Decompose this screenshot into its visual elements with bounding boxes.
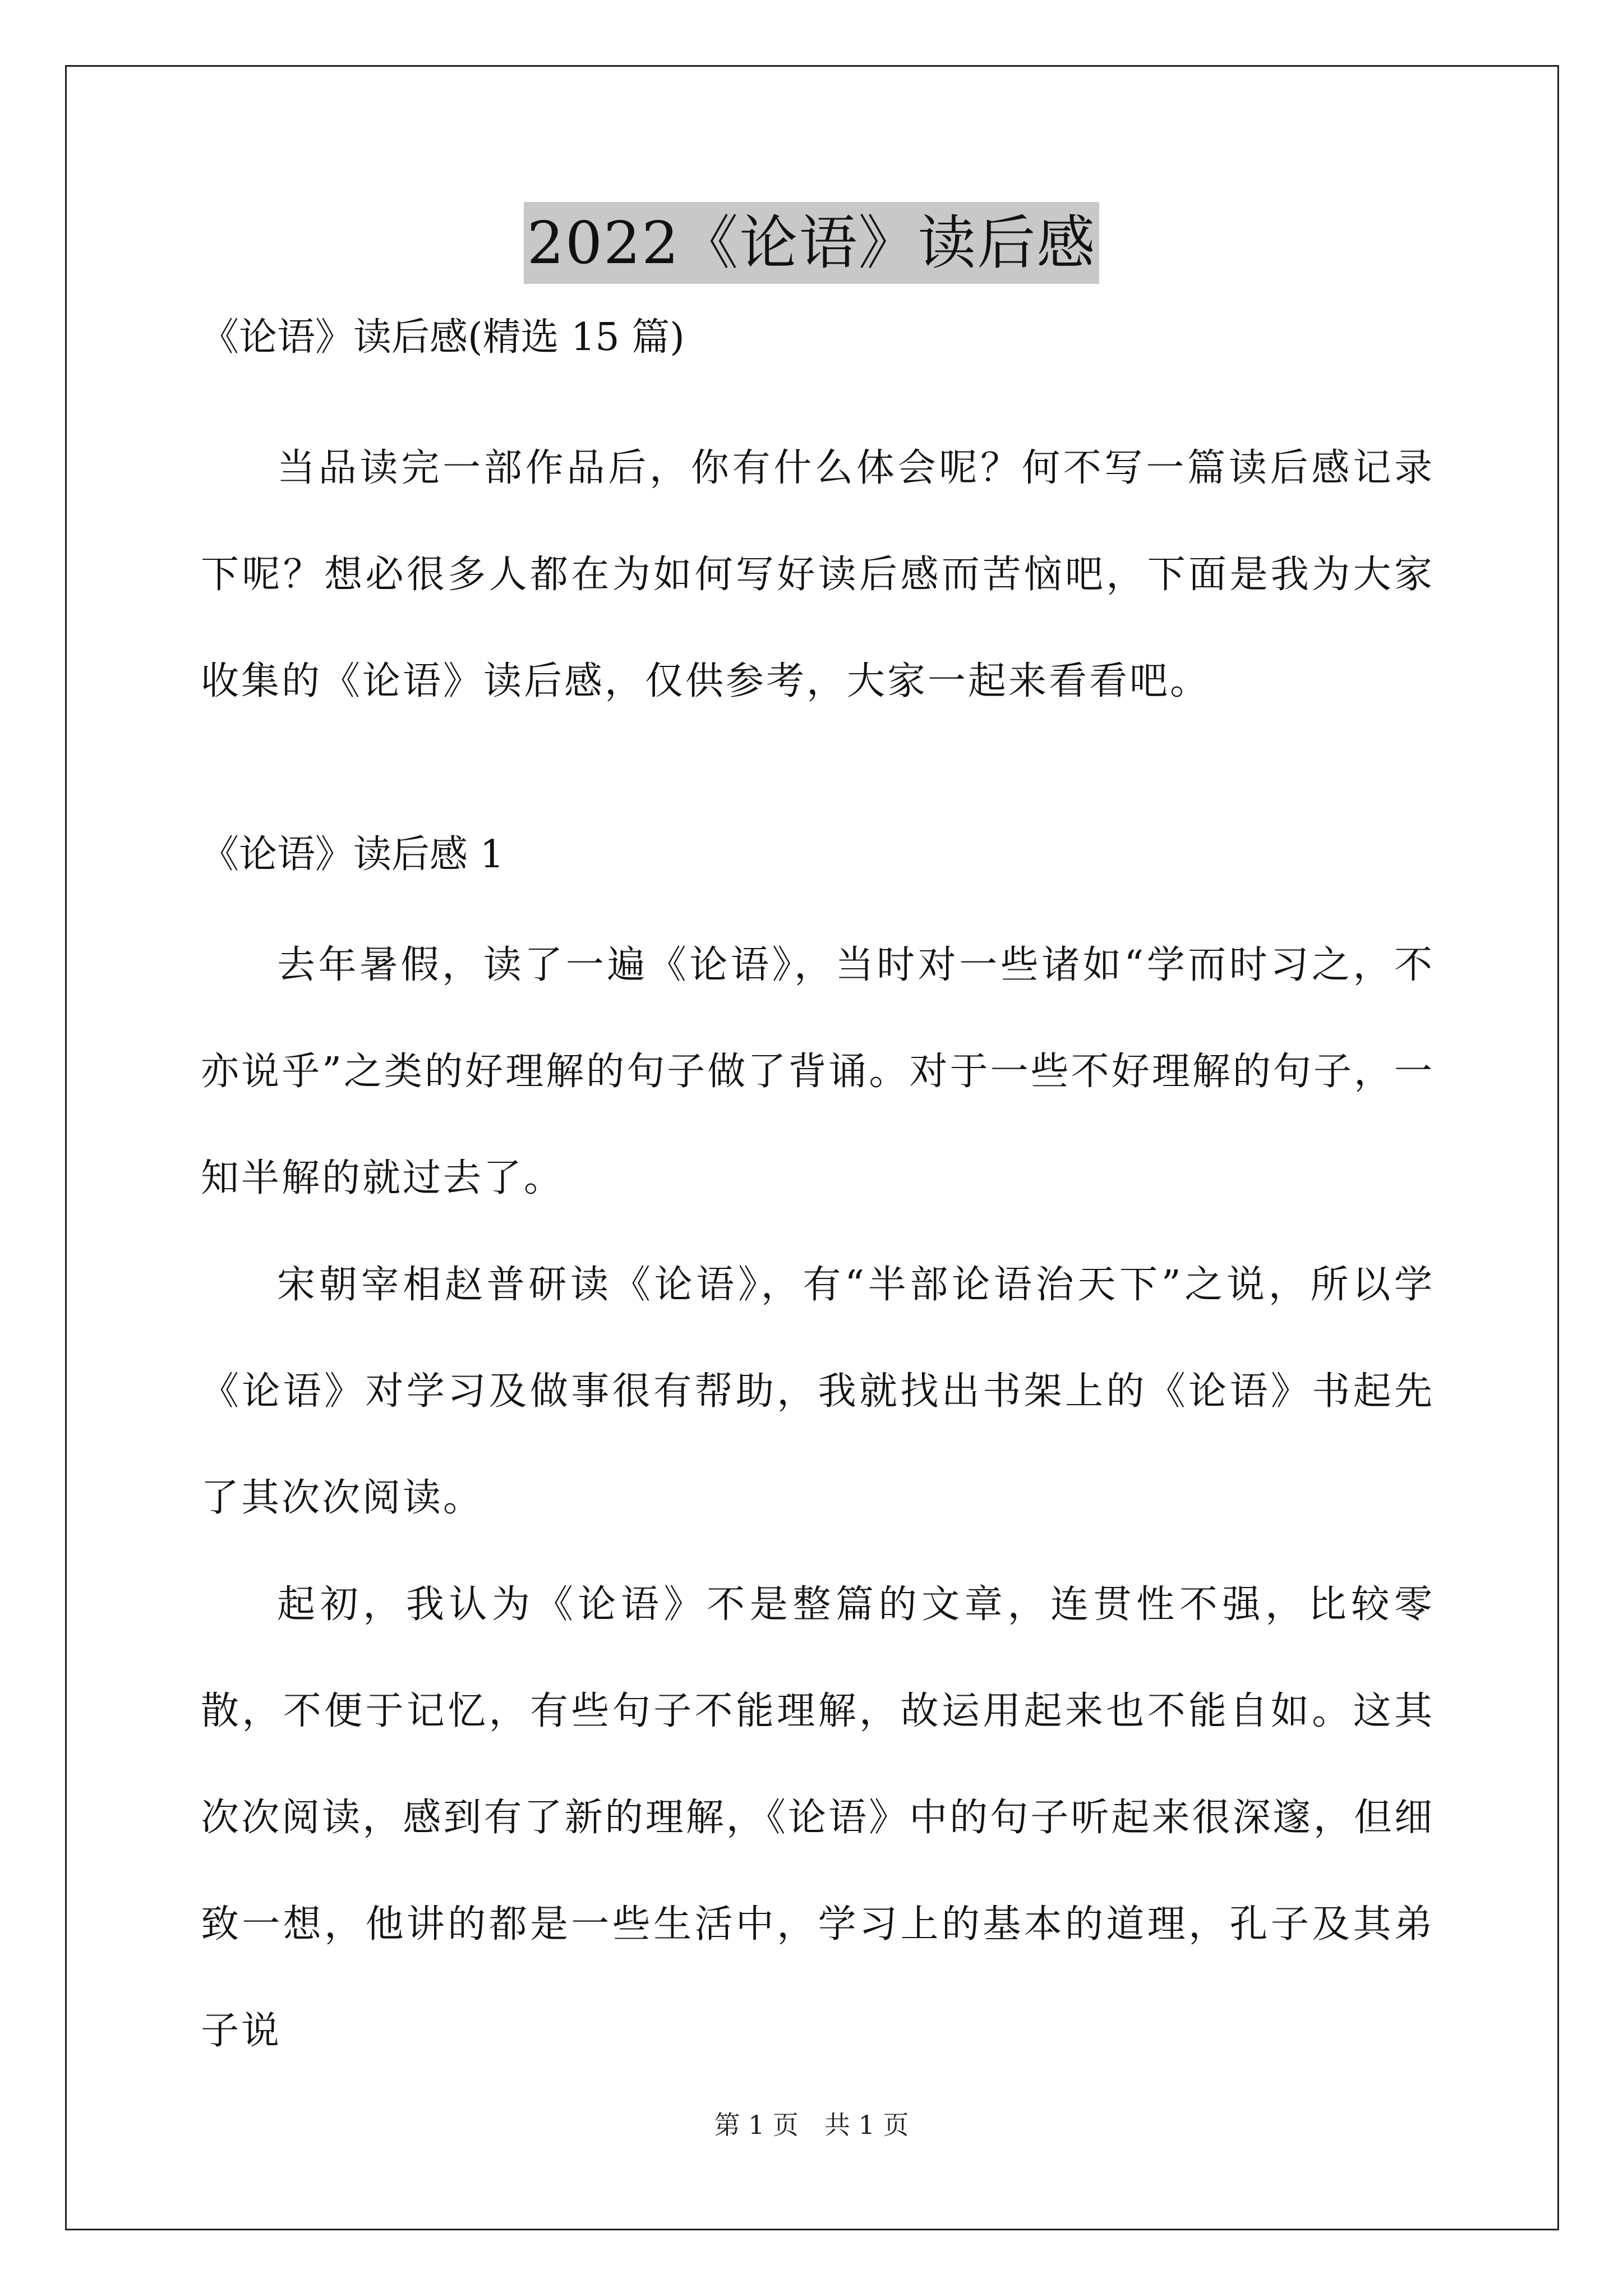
section-heading: 《论语》读后感 1	[201, 832, 504, 877]
intro-paragraph: 当品读完一部作品后，你有什么体会呢？何不写一篇读后感记录下呢？想必很多人都在为如何写好读后感而苦恼吧，下面是我为大家收集的《论语》读后感，仅供参考，大家一起来看看吧。	[201, 446, 1435, 703]
page-number: 第 1 页 共 1 页	[714, 2110, 909, 2140]
document-title: 2022《论语》读后感	[524, 202, 1100, 284]
body-paragraph-1: 去年暑假，读了一遍《论语》，当时对一些诸如“学而时习之，不亦说乎”之类的好理解的句子做了背诵。对于一些不好理解的句子，一知半解的就过去了。	[201, 943, 1435, 1200]
document-title-wrapper	[0, 202, 1623, 284]
document-subtitle: 《论语》读后感(精选 15 篇)	[201, 315, 685, 360]
body-paragraph-2: 宋朝宰相赵普研读《论语》，有“半部论语治天下”之说，所以学《论语》对学习及做事很有帮助，我就找出书架上的《论语》书起先了其次次阅读。	[201, 1263, 1435, 1520]
body-paragraph-3: 起初，我认为《论语》不是整篇的文章，连贯性不强，比较零散，不便于记忆，有些句子不能理解，故运用起来也不能自如。这其次次阅读，感到有了新的理解，《论语》中的句子听起来很深邃，但细致一想，他讲的都是一些生活中，学习上的基本的道理，孔子及其弟子说	[201, 1582, 1435, 2053]
document-body	[201, 307, 1435, 2085]
